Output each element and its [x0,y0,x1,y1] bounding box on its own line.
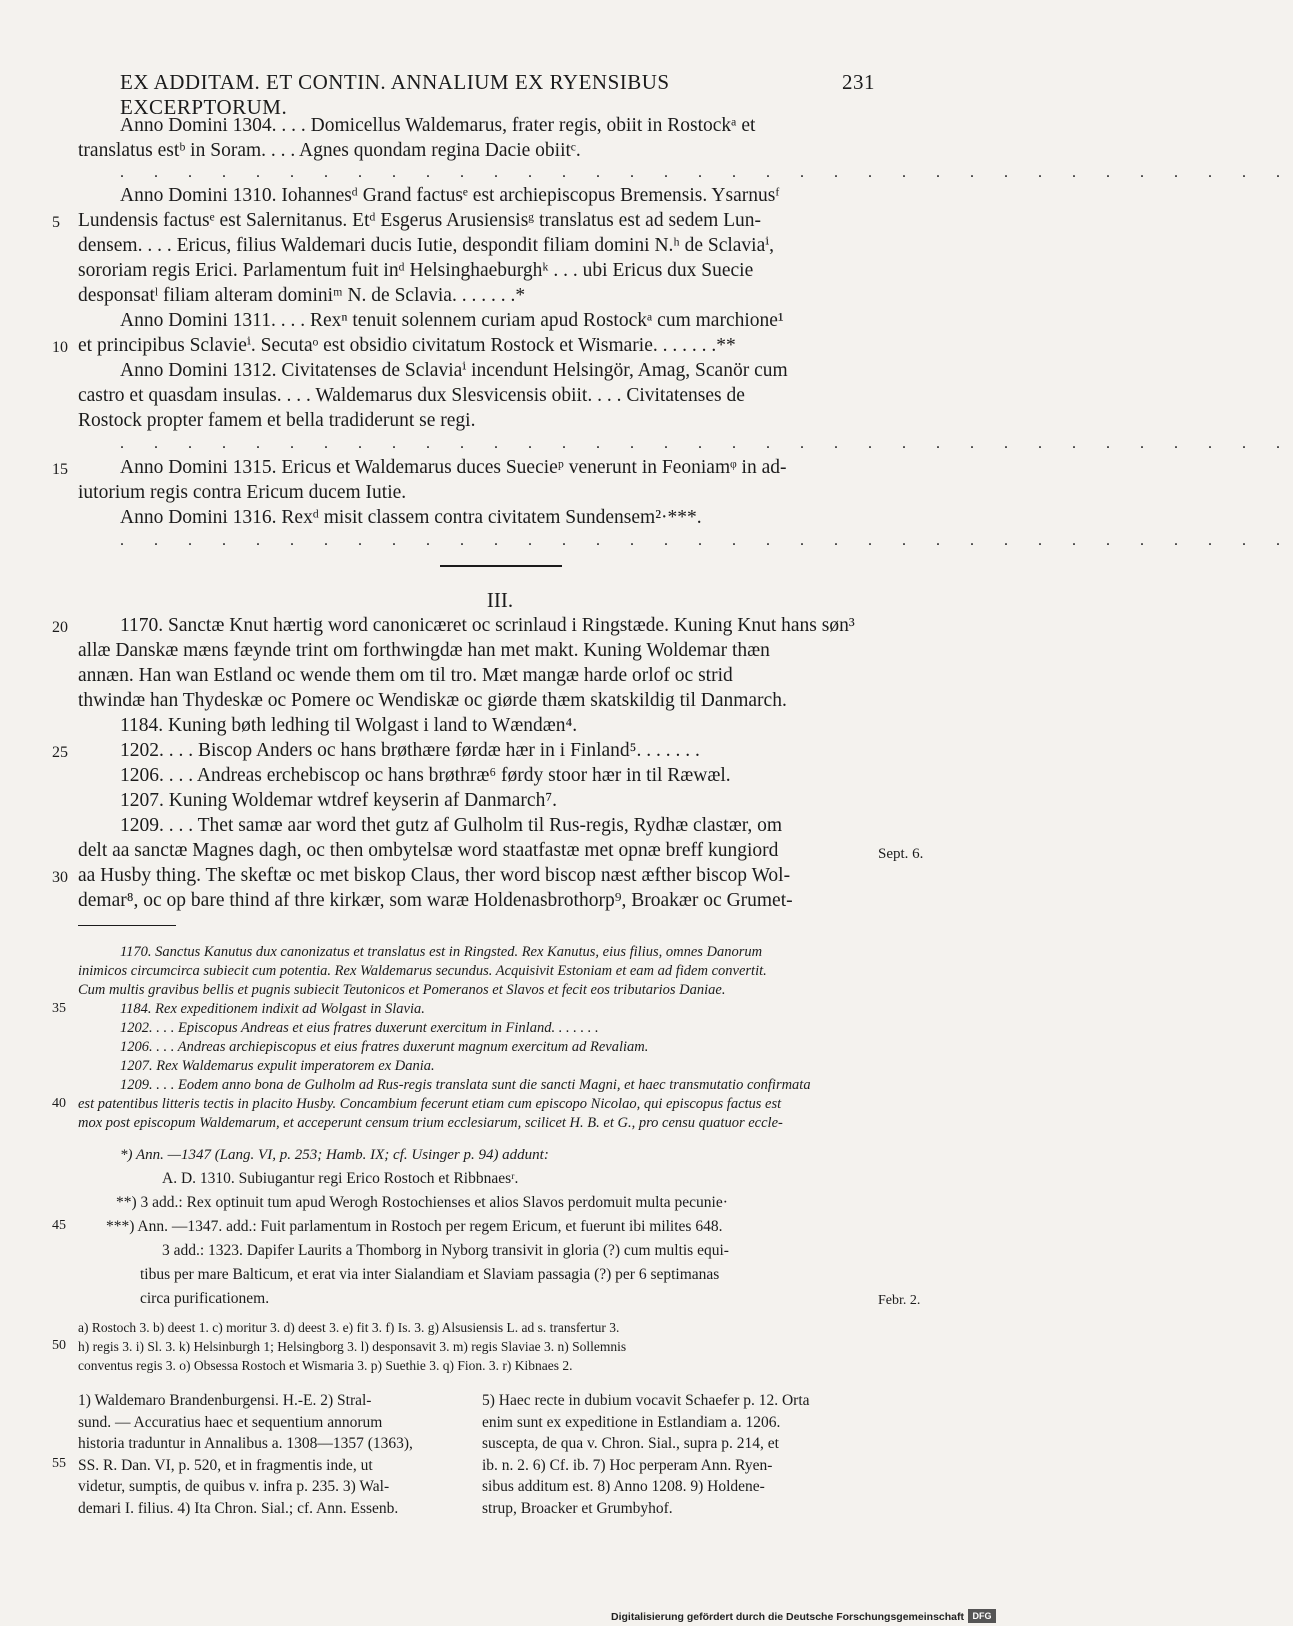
line-number: 40 [52,1096,66,1111]
addition-line: tibus per mare Balticum, et erat via inter Sialandiam et Slaviam passagia (?) per 6 septimanas [140,1266,720,1283]
line-number: 20 [52,619,68,636]
commentary-line: 1) Waldemaro Brandenburgensi. H.-E. 2) Stral- [78,1392,372,1409]
text-line: demar⁸, oc op bare thind af thre kirkær, som waræ Holdenasbrothorp⁹, Broakær oc Grumet- [78,890,793,911]
text-line: thwindæ han Thydeskæ oc Pomere oc Wendiskæ oc giørde thæm skatskildig til Danmarch. [78,690,787,711]
text-line: castro et quasdam insulas. . . . Waldemarus dux Slesvicensis obiit. . . . Civitatenses de [78,385,745,406]
commentary-line: historia traduntur in Annalibus a. 1308—1357 (1363), [78,1435,413,1452]
line-number: 5 [52,214,60,231]
line-number: 50 [52,1338,66,1353]
variant-line: h) regis 3. i) Sl. 3. k) Helsinburgh 1; Helsingborg 3. l) desponsavit 3. m) regis Slaviae 3. n) Sollemnis [78,1339,627,1354]
dfg-logo: DFG [968,1609,996,1623]
note-line: 1202. . . . Episcopus Andreas et eius fratres duxerunt exercitum in Finland. . . . . . . [120,1020,599,1036]
addition-line: ***) Ann. —1347. add.: Fuit parlamentum in Rostoch per regem Ericum, et fuerunt ibi milites 648. [106,1218,723,1235]
note-line: Cum multis gravibus bellis et pugnis subiecit Teutonicos et Pomeranos et Slavos et fecit eos tributarios Daniae. [78,982,726,998]
text-line: 1206. . . . Andreas erchebiscop oc hans brøthræ⁶ førdy stoor hær in til Ræwæl. [120,765,731,786]
note-line: mox post episcopum Waldemarum, et acceperunt censum trium ecclesiarum, scilicet H. B. et G., pro censu quatuor eccle- [78,1115,783,1131]
line-number: 30 [52,869,68,886]
page-number: 231 [842,70,875,94]
ellipsis-line: . . . . . . . . . . . . . . . . . . . . . . . . . . . . . . . . . . . [120,435,1293,452]
text-line: Lundensis factusᵉ est Salernitanus. Etᵈ Esgerus Arusiensisᵍ translatus est ad sedem Lun- [78,210,762,231]
commentary-line: sibus additum est. 8) Anno 1208. 9) Holdene- [482,1478,765,1495]
text-line: 1184. Kuning bøth ledhing til Wolgast i land to Wændæn⁴. [120,715,578,736]
addition-line: 3 add.: 1323. Dapifer Laurits a Thomborg in Nyborg transivit in gloria (?) cum multis equi- [162,1242,729,1259]
text-line: 1209. . . . Thet samæ aar word thet gutz af Gulholm til Rus-regis, Rydhæ clastær, om [120,815,783,836]
line-number: 55 [52,1456,66,1471]
note-line: 1184. Rex expeditionem indixit ad Wolgast in Slavia. [120,1001,425,1017]
addition-line: *) Ann. —1347 (Lang. VI, p. 253; Hamb. IX; cf. Usinger p. 94) addunt: [120,1147,549,1163]
note-line: 1209. . . . Eodem anno bona de Gulholm ad Rus-regis translata sunt die sancti Magni, et haec transmutatio confirmata [120,1077,811,1093]
note-line: 1206. . . . Andreas archiepiscopus et eius fratres duxerunt magnum exercitum ad Revaliam. [120,1039,649,1055]
text-line: Anno Domini 1315. Ericus et Waldemarus duces Suecieᵖ venerunt in Feoniamᵠ in ad- [120,457,787,478]
text-line: sororiam regis Erici. Parlamentum fuit inᵈ Helsinghaeburghᵏ . . . ubi Ericus dux Suecie [78,260,754,281]
text-line: densem. . . . Ericus, filius Waldemari ducis Iutie, despondit filiam domini N.ʰ de Sclaviaⁱ, [78,235,775,256]
addition-line: A. D. 1310. Subiugantur regi Erico Rostoch et Ribbnaesʳ. [162,1170,519,1187]
commentary-line: demari I. filius. 4) Ita Chron. Sial.; cf. Ann. Essenb. [78,1499,399,1517]
note-line: est patentibus litteris tectis in placito Husby. Concambium fecerunt etiam cum episcopo Nicolao, qui episcopus factus est [78,1096,782,1112]
text-line: Anno Domini 1312. Civitatenses de Sclaviaⁱ incendunt Helsingör, Amag, Scanör cum [120,360,788,381]
running-title: EX ADDITAM. ET CONTIN. ANNALIUM EX RYENSIBUS EXCERPTORUM. [120,70,670,119]
text-line: 1207. Kuning Woldemar wtdref keyserin af Danmarch⁷. [120,790,557,811]
note-line: inimicos circumcirca subiecit cum potentia. Rex Waldemarus secundus. Acquisivit Estoniam et eam ad fidem convertit. [78,963,767,979]
addition-line: **) 3 add.: Rex optinuit tum apud Werogh Rostochienses et alios Slavos perdomuit multa pecunie· [116,1194,728,1211]
line-number: 35 [52,1001,66,1016]
text-line: delt aa sanctæ Magnes dagh, oc then ombytelsæ word staatfastæ met opnæ breff kungiord [78,840,779,861]
text-line: Anno Domini 1304. . . . Domicellus Waldemarus, frater regis, obiit in Rostockᵃ et [120,115,756,136]
note-line: 1207. Rex Waldemarus expulit imperatorem ex Dania. [120,1058,435,1074]
text-line: aa Husby thing. The skeftæ oc met biskop Claus, ther word biscop næst æfther biscop Wol- [78,865,791,886]
commentary-line: videtur, sumptis, de quibus v. infra p. 235. 3) Wal- [78,1478,390,1495]
variant-line: conventus regis 3. o) Obsessa Rostoch et Wismaria 3. p) Suethie 3. q) Fion. 3. r) Kibnaes 2. [78,1358,573,1373]
line-number: 25 [52,744,68,761]
ellipsis-line: . . . . . . . . . . . . . . . . . . . . . . . . . . . . . . . . . . . [120,532,1293,549]
addition-line: circa purificationem. [140,1290,270,1307]
commentary-line: sund. — Accuratius haec et sequentium annorum [78,1413,383,1431]
text-line: allæ Danskæ mæns fæynde trint om forthwingdæ han met makt. Kuning Woldemar thæn [78,640,770,661]
text-line: desponsatˡ filiam alteram dominiᵐ N. de Sclavia. . . . . . .* [78,285,526,306]
margin-date: Sept. 6. [878,846,924,862]
line-number: 15 [52,461,68,478]
text-line: annæn. Han wan Estland oc wende them om til tro. Mæt mangæ harde orlof oc strid [78,665,733,686]
text-line: translatus estᵇ in Soram. . . . Agnes quondam regina Dacie obiitᶜ. [78,140,581,161]
variant-line: a) Rostoch 3. b) deest 1. c) moritur 3. d) deest 3. e) fit 3. f) Is. 3. g) Alsusiensis L. ad s. transfertur 3. [78,1320,620,1335]
text-line: et principibus Sclavieⁱ. Secutaᵒ est obsidio civitatum Rostock et Wismarie. . . . . . .** [78,335,736,356]
text-line: Anno Domini 1310. Iohannesᵈ Grand factusᵉ est archiepiscopus Bremensis. Ysarnusᶠ [120,185,780,206]
text-line: 1170. Sanctæ Knut hærtig word canonicæret oc scrinlaud i Ringstæde. Kuning Knut hans søn³ [120,615,855,636]
commentary-line: 5) Haec recte in dubium vocavit Schaefer p. 12. Orta [482,1392,810,1409]
section-divider [440,565,562,567]
commentary-line: suscepta, de qua v. Chron. Sial., supra p. 214, et [482,1435,779,1452]
commentary-right-column [482,1390,874,1519]
text-line: 1202. . . . Biscop Anders oc hans brøthære førdæ hær in i Finland⁵. . . . . . . [120,740,700,761]
footnote-rule [78,925,176,926]
commentary-line: SS. R. Dan. VI, p. 520, et in fragmentis inde, ut [78,1456,373,1474]
commentary-left-column [78,1390,470,1519]
line-number: 10 [52,339,68,356]
commentary-line: strup, Broacker et Grumbyhof. [482,1499,673,1517]
ellipsis-line: . . . . . . . . . . . . . . . . . . . . . . . . . . . . . . . . . . . [120,164,1293,181]
commentary-line: enim sunt ex expeditione in Estlandiam a. 1206. [482,1413,781,1431]
line-number: 45 [52,1218,66,1233]
text-line: Rostock propter famem et bella tradiderunt se regi. [78,410,476,431]
funding-credit: Digitalisierung gefördert durch die Deutsche Forschungsgemeinschaft [611,1611,964,1623]
text-line: Anno Domini 1316. Rexᵈ misit classem contra civitatem Sundensem²·***. [120,507,702,528]
text-line: Anno Domini 1311. . . . Rexⁿ tenuit solennem curiam apud Rostockᵃ cum marchione¹ [120,310,784,331]
note-line: 1170. Sanctus Kanutus dux canonizatus et translatus est in Ringsted. Rex Kanutus, eius filius, omnes Danorum [120,944,763,960]
commentary-line: ib. n. 2. 6) Cf. ib. 7) Hoc perperam Ann. Ryen- [482,1456,773,1474]
section-heading: III. [486,588,514,612]
margin-date: Febr. 2. [878,1293,921,1308]
text-line: iutorium regis contra Ericum ducem Iutie. [78,482,407,503]
